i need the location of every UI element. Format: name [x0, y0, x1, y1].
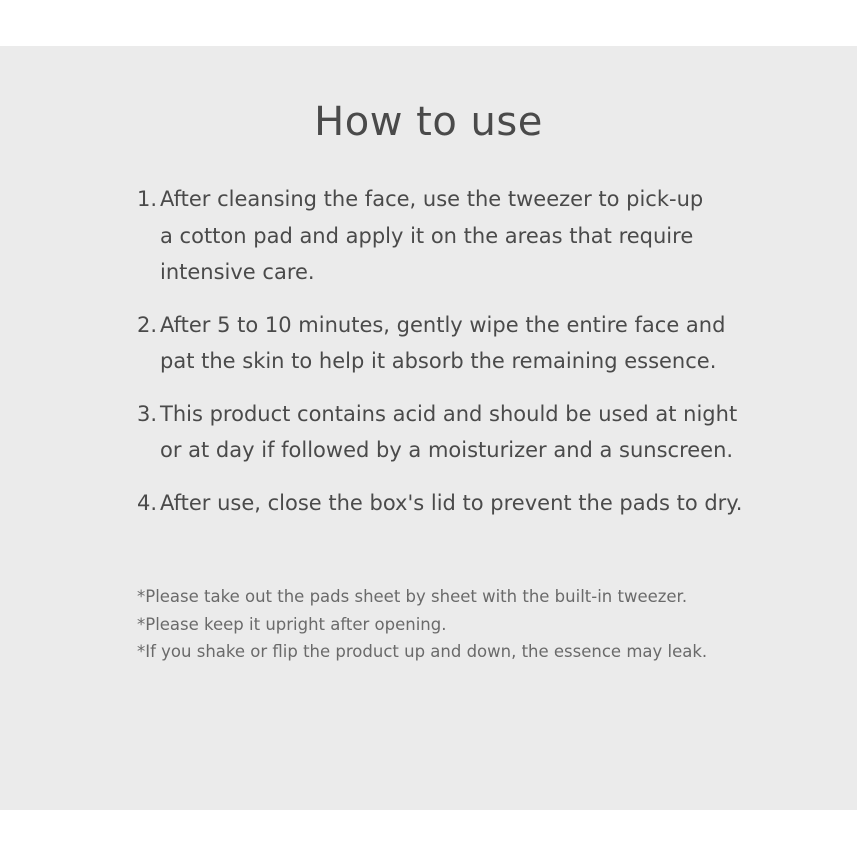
step-text — [160, 485, 797, 522]
step-line: intensive care. — [160, 260, 315, 284]
page-title: How to use — [314, 99, 543, 145]
instruction-step-1 — [137, 181, 797, 291]
step-line: a cotton pad and apply it on the areas that require — [160, 223, 694, 248]
step-number: 1. — [137, 187, 158, 211]
step-line: pat the skin to help it absorb the remaining essence. — [160, 349, 717, 373]
note-item: *If you shake or flip the product up and down, the essence may leak. — [137, 642, 708, 661]
instruction-step-3 — [137, 396, 797, 469]
step-text — [160, 396, 797, 469]
instruction-list — [137, 181, 797, 537]
step-number: 2. — [137, 312, 158, 337]
note-item: *Please keep it upright after opening. — [137, 614, 447, 634]
step-line: After cleansing the face, use the tweezer to pick-up — [160, 187, 704, 211]
step-number: 3. — [137, 401, 158, 426]
step-line: This product contains acid and should be used at night — [160, 401, 738, 426]
step-line: After use, close the box's lid to prevent the pads to dry. — [160, 490, 743, 515]
instruction-step-4 — [137, 485, 797, 522]
step-text — [160, 181, 797, 291]
step-number: 4. — [137, 490, 158, 515]
step-line: After 5 to 10 minutes, gently wipe the entire face and — [160, 312, 726, 337]
step-line: or at day if followed by a moisturizer and a sunscreen. — [160, 438, 734, 462]
note-item: *Please take out the pads sheet by sheet with the built-in tweezer. — [137, 587, 688, 606]
instruction-step-2 — [137, 307, 797, 380]
step-text — [160, 307, 797, 380]
caution-notes — [137, 583, 817, 666]
